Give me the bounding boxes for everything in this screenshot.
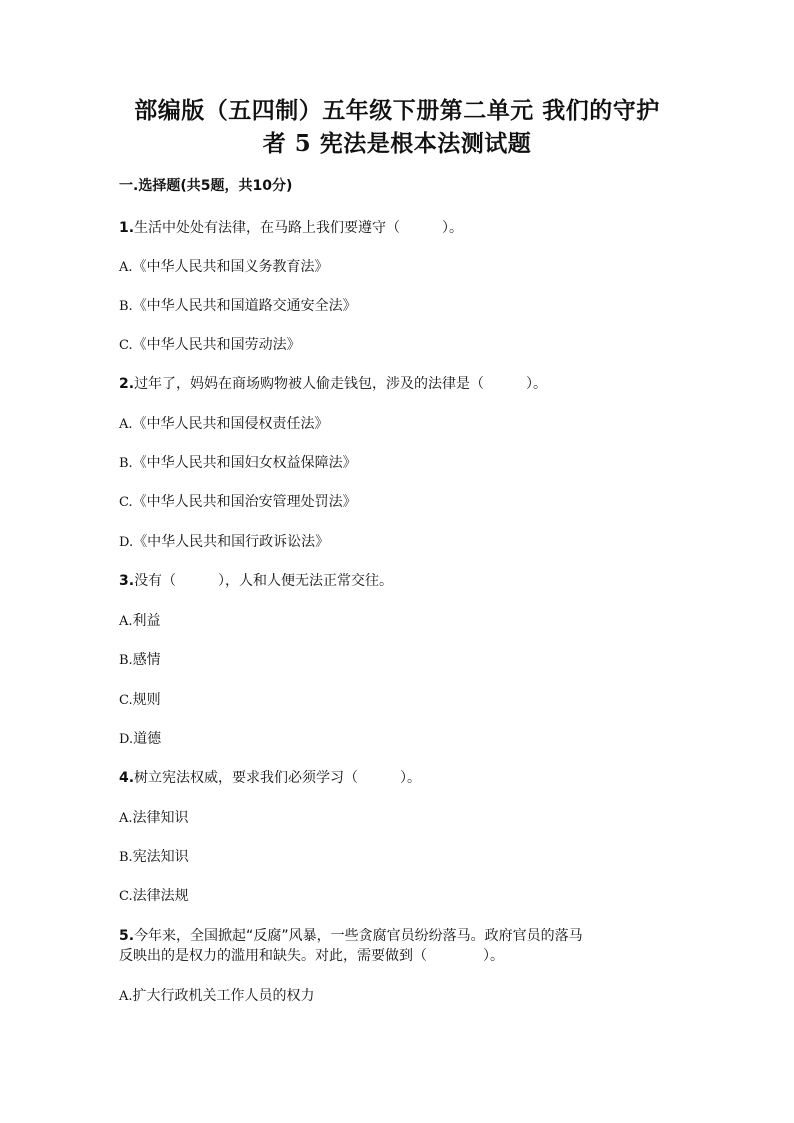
option-text: 规则 (132, 692, 161, 708)
question-number: 1. (119, 220, 135, 236)
option-text: 《中华人民共和国妇女权益保障法》 (132, 455, 357, 471)
question-2-option-a (119, 414, 679, 435)
question-number: 3. (119, 573, 135, 589)
option-label: D. (119, 535, 134, 550)
question-1 (119, 218, 679, 238)
question-text: 没有（ ），人和人便无法正常交往。 (134, 573, 394, 589)
option-label: A. (119, 614, 133, 629)
question-4-option-b (119, 847, 679, 868)
section-heading: 一.选择题(共5题，共10分) (119, 178, 293, 194)
question-text: 过年了，妈妈在商场购物被人偷走钱包，涉及的法律是（ ）。 (134, 376, 548, 392)
question-4-option-c (119, 886, 679, 907)
question-3-option-c (119, 690, 679, 711)
question-3 (119, 571, 679, 591)
question-number: 4. (119, 770, 135, 786)
option-text: 法律知识 (132, 810, 189, 826)
question-number: 2. (119, 376, 135, 392)
question-1-option-a (119, 257, 679, 278)
option-label: C. (119, 693, 133, 708)
question-text: 今年来，全国掀起“反腐”风暴，一些贪腐官员纷纷落马。政府官员的落马 (134, 928, 583, 944)
option-text: 利益 (132, 613, 161, 629)
option-label: A. (119, 260, 133, 275)
option-text: 《中华人民共和国治安管理处罚法》 (132, 494, 357, 510)
option-label: B. (119, 456, 133, 471)
option-text: 感情 (132, 652, 161, 668)
option-text: 道德 (133, 731, 162, 747)
option-label: B. (119, 299, 133, 314)
question-2 (119, 374, 679, 394)
question-number: 5. (119, 928, 135, 944)
question-text: 树立宪法权威，要求我们必须学习（ ）。 (134, 770, 422, 786)
question-2-option-c (119, 492, 679, 513)
option-text: 扩大行政机关工作人员的权力 (132, 988, 315, 1004)
question-3-option-b (119, 650, 679, 671)
option-label: B. (119, 850, 133, 865)
option-label: C. (119, 338, 133, 353)
document-title-line-2: 者 5 宪法是根本法测试题 (262, 130, 532, 157)
question-1-option-c (119, 335, 679, 356)
option-label: A. (119, 811, 133, 826)
option-label: B. (119, 653, 133, 668)
question-5-option-a (119, 986, 679, 1007)
question-4-option-a (119, 808, 679, 829)
question-2-option-d (119, 532, 679, 553)
question-1-option-b (119, 296, 679, 317)
option-text: 《中华人民共和国侵权责任法》 (132, 416, 329, 432)
option-label: D. (119, 732, 134, 747)
question-4 (119, 768, 679, 788)
question-3-option-a (119, 611, 679, 632)
option-text: 宪法知识 (132, 849, 189, 865)
option-label: C. (119, 889, 133, 904)
question-text: 生活中处处有法律，在马路上我们要遵守（ ）。 (134, 220, 464, 236)
option-label: C. (119, 495, 133, 510)
option-text: 《中华人民共和国义务教育法》 (132, 259, 329, 275)
option-text: 法律法规 (132, 888, 189, 904)
option-text: 《中华人民共和国道路交通安全法》 (132, 298, 357, 314)
question-3-option-d (119, 729, 679, 750)
option-label: A. (119, 417, 133, 432)
question-5 (119, 926, 679, 946)
document-title-line-1: 部编版（五四制）五年级下册第二单元 我们的守护 (134, 97, 660, 124)
option-text: 《中华人民共和国行政诉讼法》 (133, 534, 330, 550)
option-label: A. (119, 989, 133, 1004)
option-text: 《中华人民共和国劳动法》 (132, 337, 301, 353)
question-5-continuation: 反映出的是权力的滥用和缺失。对此，需要做到（ ）。 (119, 948, 504, 964)
question-2-option-b (119, 453, 679, 474)
